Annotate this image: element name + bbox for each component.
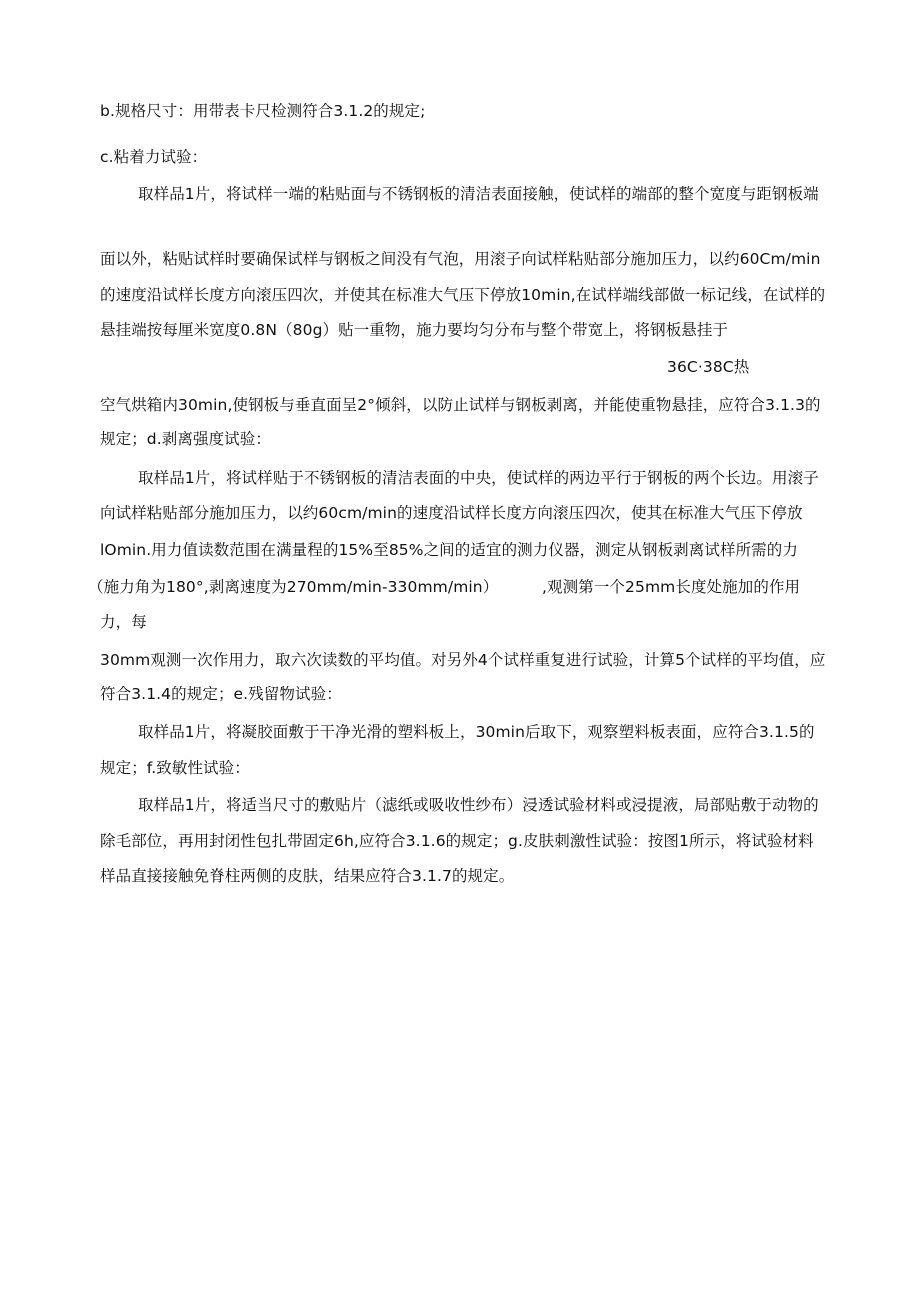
text-line-adhesion-4: 悬挂端按每厘米宽度0.8N（80g）贴一重物，施力要均匀分布与整个带宽上，将钢板悬挂于 (100, 321, 729, 339)
text-line-peel-3: lOmin.用力值读数范围在满量程的15%至85%之间的适宜的测力仪器，测定从钢板剥离试样所需的力 (100, 541, 798, 559)
text-line-residue-heading: 符合3.1.4的规定；e.残留物试验： (100, 685, 342, 703)
text-line-peel-6: 30mm观测一次作用力，取六次读数的平均值。对另外4个试样重复进行试验，计算5个试样的平均值，应 (100, 651, 826, 669)
text-line-adhesion-1: 取样品1片，将试样一端的粘贴面与不锈钢板的清洁表面接触，使试样的端部的整个宽度与距钢板端 (138, 185, 819, 203)
text-line-peel-1: 取样品1片，将试样贴于不锈钢板的清洁表面的中央，使试样的两边平行于钢板的两个长边。用滚子 (138, 469, 819, 487)
text-line-adhesion-5: 空气烘箱内30min,使钢板与垂直面呈2°倾斜，以防止试样与钢板剥离，并能使重物悬挂，应符合3.1.3的 (100, 396, 821, 414)
text-line-spec-size: b.规格尺寸：用带表卡尺检测符合3.1.2的规定; (100, 102, 426, 120)
text-line-peel-5: 力，每 (100, 613, 147, 631)
text-line-adhesion-3: 的速度沿试样长度方向滚压四次，并使其在标准大气压下停放10min,在试样端线部做一标记线，在试样的 (100, 286, 826, 304)
text-line-sensitization-1: 取样品1片，将适当尺寸的敷贴片（滤纸或吸收性纱布）浸透试验材料或浸提液，局部贴敷于动物的 (138, 796, 819, 814)
text-line-peel-4b: ,观测第一个25mm长度处施加的作用 (542, 578, 801, 596)
text-line-peel-heading: 规定；d.剥离强度试验： (100, 430, 271, 448)
text-line-residue-1: 取样品1片，将凝胶面敷于干净光滑的塑料板上，30min后取下，观察塑料板表面，应符合3.1.5的 (138, 723, 815, 741)
text-line-temperature: 36C·38C热 (667, 358, 750, 376)
text-line-peel-4a: （施力角为180°,剥离速度为270mm/min-330mm/min） (88, 578, 499, 596)
text-line-peel-2: 向试样粘贴部分施加压力，以约60cm/min的速度沿试样长度方向滚压四次，使其在标准大气压下停放 (100, 504, 803, 522)
text-line-adhesion-heading: c.粘着力试验： (100, 148, 208, 166)
text-line-sensitization-heading: 规定；f.致敏性试验： (100, 759, 250, 777)
text-line-sensitization-2: 除毛部位，再用封闭性包扎带固定6h,应符合3.1.6的规定；g.皮肤刺激性试验：按图1所示，将试验材料 (100, 832, 814, 850)
text-line-adhesion-2: 面以外，粘贴试样时要确保试样与钢板之间没有气泡，用滚子向试样粘贴部分施加压力，以约60Cm/min (100, 250, 821, 268)
text-line-irritation-1: 样品直接接触免脊柱两侧的皮肤，结果应符合3.1.7的规定。 (100, 867, 515, 885)
